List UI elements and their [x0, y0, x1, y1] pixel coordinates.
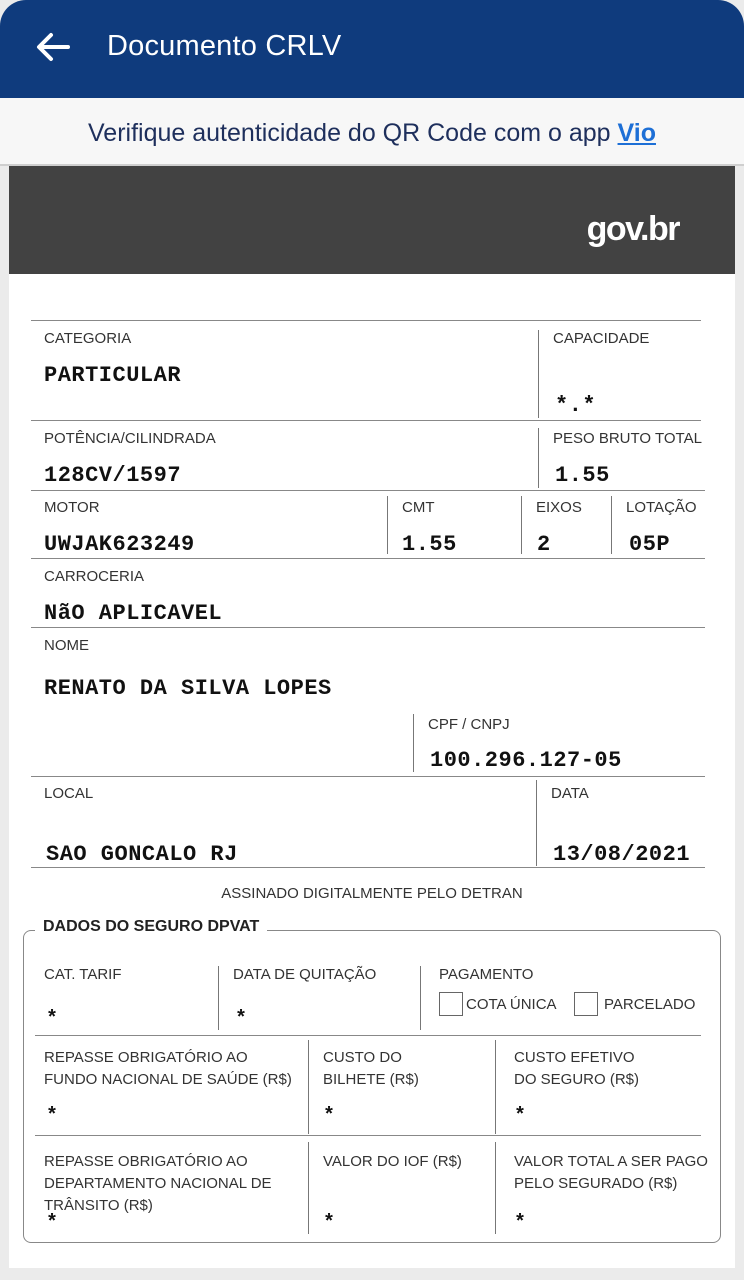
valor-iof-label: VALOR DO IOF (R$) [323, 1153, 462, 1170]
repasse-transito-label-2: DEPARTAMENTO NACIONAL DE [44, 1175, 272, 1192]
local-value: SAO GONCALO RJ [46, 842, 238, 867]
valor-total-value: * [514, 1212, 527, 1235]
potencia-label: POTÊNCIA/CILINDRADA [44, 430, 216, 447]
repasse-transito-label-3: TRÂNSITO (R$) [44, 1197, 153, 1214]
repasse-transito-label-1: REPASSE OBRIGATÓRIO AO [44, 1153, 248, 1170]
back-button[interactable] [28, 26, 78, 68]
data-quitacao-value: * [235, 1008, 248, 1031]
divider [538, 428, 539, 488]
divider [387, 496, 388, 554]
cpf-value: 100.296.127-05 [430, 748, 622, 773]
verify-text: Verifique autenticidade do QR Code com o app [88, 119, 618, 147]
lotacao-label: LOTAÇÃO [626, 499, 697, 516]
peso-label: PESO BRUTO TOTAL [553, 430, 702, 447]
verify-banner [0, 98, 744, 166]
lotacao-value: 05P [629, 532, 671, 557]
data-label: DATA [551, 785, 589, 802]
divider [611, 496, 612, 554]
cota-unica-checkbox[interactable] [439, 992, 463, 1016]
divider [495, 1040, 496, 1134]
cmt-label: CMT [402, 499, 435, 516]
valor-total-label-1: VALOR TOTAL A SER PAGO [514, 1153, 708, 1170]
divider [521, 496, 522, 554]
divider [31, 627, 705, 628]
cat-tarif-label: CAT. TARIF [44, 966, 122, 983]
nome-value: RENATO DA SILVA LOPES [44, 676, 332, 701]
divider [538, 330, 539, 418]
repasse-transito-value: * [46, 1212, 59, 1235]
parcelado-checkbox[interactable] [574, 992, 598, 1016]
page-title: Documento CRLV [107, 30, 342, 62]
carroceria-value: NãO APLICAVEL [44, 601, 223, 626]
repasse-saude-label-1: REPASSE OBRIGATÓRIO AO [44, 1049, 248, 1066]
categoria-label: CATEGORIA [44, 330, 132, 347]
categoria-value: PARTICULAR [44, 363, 182, 388]
divider [413, 714, 414, 772]
signed-note: ASSINADO DIGITALMENTE PELO DETRAN [221, 885, 523, 902]
pagamento-label: PAGAMENTO [439, 966, 534, 983]
custo-bilhete-label-1: CUSTO DO [323, 1049, 402, 1066]
divider [495, 1142, 496, 1234]
app-bar [0, 0, 744, 98]
local-label: LOCAL [44, 785, 94, 802]
divider [35, 1035, 701, 1036]
eixos-value: 2 [537, 532, 551, 557]
divider [31, 776, 705, 777]
capacidade-value: *.* [555, 393, 597, 418]
custo-efetivo-label-1: CUSTO EFETIVO [514, 1049, 635, 1066]
valor-total-label-2: PELO SEGURADO (R$) [514, 1175, 678, 1192]
custo-efetivo-label-2: DO SEGURO (R$) [514, 1071, 640, 1088]
cat-tarif-value: * [46, 1008, 59, 1031]
cpf-label: CPF / CNPJ [428, 716, 510, 733]
valor-iof-value: * [323, 1212, 336, 1235]
cmt-value: 1.55 [402, 532, 457, 557]
divider [420, 966, 421, 1030]
divider [31, 867, 705, 868]
parcelado-label: PARCELADO [604, 996, 696, 1013]
custo-bilhete-value: * [323, 1105, 336, 1128]
nome-label: NOME [44, 637, 89, 654]
data-quitacao-label: DATA DE QUITAÇÃO [233, 966, 377, 983]
document-header [9, 166, 735, 274]
divider [35, 1135, 701, 1136]
divider [308, 1040, 309, 1134]
potencia-value: 128CV/1597 [44, 463, 182, 488]
capacidade-label: CAPACIDADE [553, 330, 650, 347]
custo-efetivo-value: * [514, 1105, 527, 1128]
arrow-left-icon [36, 32, 70, 62]
data-value: 13/08/2021 [553, 842, 691, 867]
peso-value: 1.55 [555, 463, 610, 488]
repasse-saude-label-2: FUNDO NACIONAL DE SAÚDE (R$) [44, 1071, 292, 1088]
eixos-label: EIXOS [536, 499, 582, 516]
divider [31, 320, 701, 321]
divider [308, 1142, 309, 1234]
motor-label: MOTOR [44, 499, 100, 516]
repasse-saude-value: * [46, 1105, 59, 1128]
vio-link[interactable]: Vio [617, 119, 656, 147]
divider [218, 966, 219, 1030]
carroceria-label: CARROCERIA [44, 568, 145, 585]
divider [31, 558, 705, 559]
govbr-logo: gov.br [586, 210, 679, 248]
divider [536, 780, 537, 866]
dpvat-title: DADOS DO SEGURO DPVAT [35, 918, 267, 936]
custo-bilhete-label-2: BILHETE (R$) [323, 1071, 419, 1088]
divider [31, 490, 705, 491]
cota-unica-label: COTA ÚNICA [466, 996, 557, 1013]
crlv-document [9, 166, 735, 1268]
divider [31, 420, 701, 421]
motor-value: UWJAK623249 [44, 532, 195, 557]
